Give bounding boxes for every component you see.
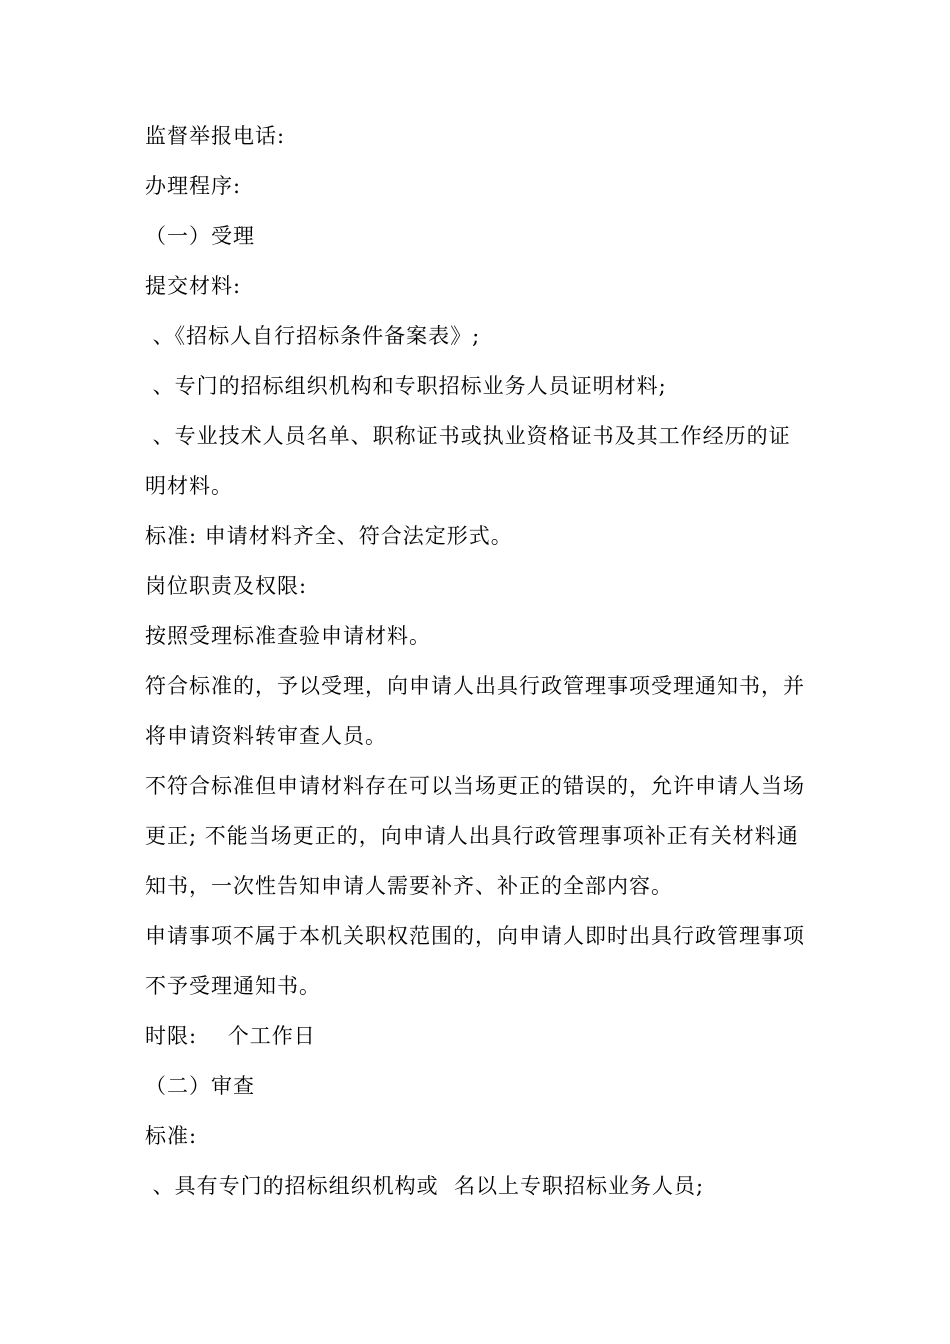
text-line: 明材料。 — [145, 474, 233, 498]
text-line: 办理程序: — [145, 174, 242, 198]
text-line: 知书，一次性告知申请人需要补齐、补正的全部内容。 — [145, 874, 673, 898]
text-line: 将申请资料转审查人员。 — [145, 724, 387, 748]
text-line: 标准: 申请材料齐全、符合法定形式。 — [145, 524, 513, 548]
list-item: 、具有专门的招标组织机构或 名以上专职招标业务人员; — [145, 1174, 705, 1198]
text-line: 按照受理标准查验申请材料。 — [145, 624, 431, 648]
list-item: 、专业技术人员名单、职称证书或执业资格证书及其工作经历的证 — [145, 424, 791, 448]
section-heading: （二）审查 — [145, 1074, 255, 1098]
text-line: 不符合标准但申请材料存在可以当场更正的错误的，允许申请人当场 — [145, 774, 805, 798]
text-line: 提交材料: — [145, 274, 242, 298]
text-line: 时限: 个工作日 — [145, 1024, 316, 1048]
text-line: 符合标准的，予以受理，向申请人出具行政管理事项受理通知书，并 — [145, 674, 805, 698]
list-item: 、《招标人自行招标条件备案表》; — [145, 324, 481, 348]
text-line: 岗位职责及权限: — [145, 574, 308, 598]
text-line: 监督举报电话: — [145, 124, 286, 148]
section-heading: （一）受理 — [145, 224, 255, 248]
list-item: 、专门的招标组织机构和专职招标业务人员证明材料; — [145, 374, 667, 398]
text-line: 标准: — [145, 1124, 198, 1148]
text-line: 申请事项不属于本机关职权范围的，向申请人即时出具行政管理事项 — [145, 924, 805, 948]
text-line: 更正; 不能当场更正的，向申请人出具行政管理事项补正有关材料通 — [145, 824, 799, 848]
text-line: 不予受理通知书。 — [145, 974, 321, 998]
